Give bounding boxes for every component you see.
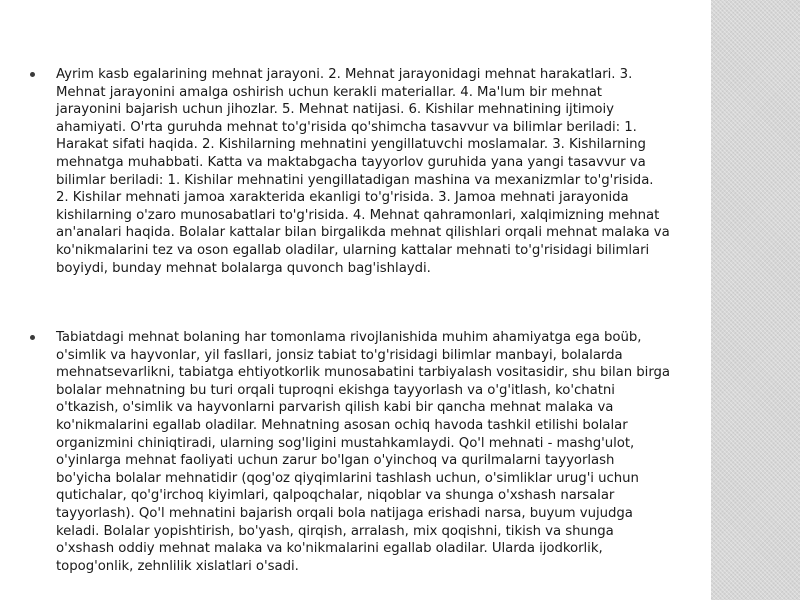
bullet-dot-icon [30,72,35,77]
bullet-item-2 [30,329,670,575]
bullet-text-2: Tabiatdagi mehnat bolaning har tomonlama rivojlanishida muhim ahamiyatga ega boüb, o'simlik va hayvonlar, yil fasllari, jonsiz tabiat to'g'risidagi bilimlar manbayi, bolalarda mehnatsevarlikni, tabiatga ehtiyotkorlik munosabatini tarbiyalash vositasidir, shu bilan birga bolalar mehnatning bu turi orqali tuproqni ekishga tayyorlash va o'g'itlash, ko'chatni o'tkazish, o'simlik va hayvonlarni parvarish qilish kabi bir qancha mehnat malaka va ko'nikmalarini egallab oladilar. Mehnatning asosan ochiq havoda tashkil etilishi bolalar organizmini chiniqtiradi, ularning sog'ligini mustahkamlaydi. Qo'l mehnati - mashg'ulot, o'yinlarga mehnat faoliyati uchun zarur bo'lgan o'yinchoq va qurilmalarni tayyorlash bo'yicha bolalar mehnatidir (qog'oz qiyqimlarini tashlash uchun, o'simliklar urug'i uchun qutichalar, qo'g'irchoq kiyimlari, qalpoqchalar, niqoblar va shunga o'xshash narsalar tayyorlash). Qo'l mehnatini bajarish orqali bola natijaga erishadi narsa, buyum vujudga keladi. Bolalar yopishtirish, bo'yash, qirqish, arralash, mix qoqishni, tikish va shunga o'xshash oddiy mehnat malaka va ko'nikmalarini egallab oladilar. Ularda ijodkorlik, topog'onlik, zehnlilik xislatlari o'sadi. [56,330,670,574]
bullet-item-1 [30,66,670,277]
decorative-side-band [711,0,800,600]
bullet-text-1: Ayrim kasb egalarining mehnat jarayoni. 2. Mehnat jarayonidagi mehnat harakatlari. 3. Mehnat jarayonini amalga oshirish uchun kerakli materiallar. 4. Ma'lum bir mehnat jarayonini bajarish uchun jihozlar. 5. Mehnat natijasi. 6. Kishilar mehnatining ijtimoiy ahamiyati. O'rta guruhda mehnat to'g'risida qo'shimcha tasavvur va bilimlar beriladi: 1. Harakat sifati haqida. 2. Kishilarning mehnatini yengillatuvchi moslamalar. 3. Kishilarning mehnatga muhabbati. Katta va maktabgacha tayyorlov guruhida yana yangi tasavvur va bilimlar beriladi: 1. Kishilar mehnatini yengillatadigan mashina va mexanizmlar to'g'risida. 2. Kishilar mehnati jamoa xarakterida ekanligi to'g'risida. 3. Jamoa mehnati jarayonida kishilarning o'zaro munosabatlari to'g'risida. 4. Mehnat qahramonlari, xalqimizning mehnat an'analari haqida. Bolalar kattalar bilan birgalikda mehnat qilishlari orqali mehnat malaka va ko'nikmalarini tez va oson egallab oladilar, ularning kattalar mehnati to'g'risidagi bilimlari boyiydi, bunday mehnat bolalarga quvonch bag'ishlaydi. [56,67,670,276]
bullet-dot-icon [30,335,35,340]
